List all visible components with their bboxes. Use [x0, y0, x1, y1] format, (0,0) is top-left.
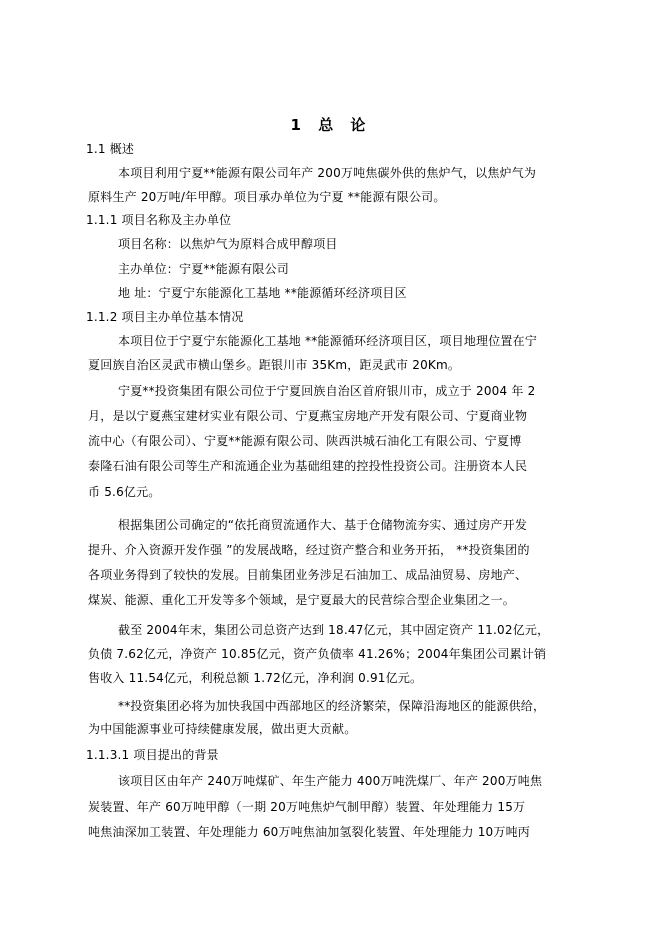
paragraph-line: 根据集团公司确定的“依托商贸流通作大、基于仓储物流夯实、通过房产开发: [118, 518, 528, 532]
paragraph-line: 地 址：宁夏宁东能源化工基地 **能源循环经济项目区: [118, 286, 407, 300]
paragraph-line: 原料生产 20万吨/年甲醇。项目承办单位为宁夏 **能源有限公司。: [88, 190, 446, 204]
paragraph-line: 本项目利用宁夏**能源有限公司年产 200万吨焦碳外供的焦炉气，以焦炉气为: [118, 166, 537, 180]
paragraph-line: **投资集团必将为加快我国中西部地区的经济繁荣，保障沿海地区的能源供给，: [118, 699, 546, 713]
section-heading: 1.1.2 项目主办单位基本情况: [86, 310, 244, 324]
paragraph-line: 夏回族自治区灵武市横山堡乡。距银川市 35Km，距灵武市 20Km。: [88, 358, 461, 372]
paragraph-line: 吨焦油深加工装置、年处理能力 60万吨焦油加氢裂化装置、年处理能力 10万吨丙: [88, 825, 530, 839]
section-heading: 1.1 概述: [86, 142, 135, 156]
paragraph-line: 泰隆石油有限公司等生产和流通企业为基础组建的控投性投资公司。注册资本人民: [88, 459, 528, 473]
paragraph-line: 负债 7.62亿元，净资产 10.85亿元，资产负债率 41.26%；2004年集团公司累计销: [88, 647, 547, 661]
paragraph-line: 售收入 11.54亿元，利税总额 1.72亿元，净利润 0.91亿元。: [88, 671, 423, 685]
section-heading: 1.1.3.1 项目提出的背景: [86, 748, 219, 762]
paragraph-line: 各项业务得到了较快的发展。目前集团业务涉足石油加工、成品油贸易、房地产、: [88, 568, 528, 582]
paragraph-line: 流中心（有限公司）、宁夏**能源有限公司、陕西洪城石油化工有限公司、宁夏博: [88, 434, 522, 448]
paragraph-line: 煤炭、能源、重化工开发等多个领域，是宁夏最大的民营综合型企业集团之一。: [88, 593, 516, 607]
paragraph-line: 币 5.6亿元。: [88, 485, 161, 499]
paragraph-line: 截至 2004年末，集团公司总资产达到 18.47亿元，其中固定资产 11.02亿元，: [118, 623, 550, 637]
paragraph-line: 月，是以宁夏燕宝建材实业有限公司、宁夏燕宝房地产开发有限公司、宁夏商业物: [88, 409, 528, 423]
paragraph-line: 宁夏**投资集团有限公司位于宁夏回族自治区首府银川市，成立于 2004 年 2: [118, 384, 536, 398]
paragraph-line: 该项目区由年产 240万吨煤矿、年生产能力 400万吨洗煤厂、年产 200万吨焦: [118, 774, 543, 788]
section-heading: 1.1.1 项目名称及主办单位: [86, 213, 232, 227]
paragraph-line: 炭装置、年产 60万吨甲醇（一期 20万吨焦炉气制甲醇）装置、年处理能力 15万: [88, 800, 526, 814]
paragraph-line: 项目名称：以焦炉气为原料合成甲醇项目: [118, 237, 338, 251]
paragraph-line: 本项目位于宁夏宁东能源化工基地 **能源循环经济项目区，项目地理位置在宁: [118, 334, 538, 348]
paragraph-line: 提升、介入资源开发作强 ”的发展战略，经过资产整合和业务开拓， **投资集团的: [88, 543, 530, 557]
chapter-title: 1 总 论: [290, 116, 372, 134]
paragraph-line: 为中国能源事业可持续健康发展，做出更大贡献。: [88, 722, 357, 736]
paragraph-line: 主办单位：宁夏**能源有限公司: [118, 262, 290, 276]
